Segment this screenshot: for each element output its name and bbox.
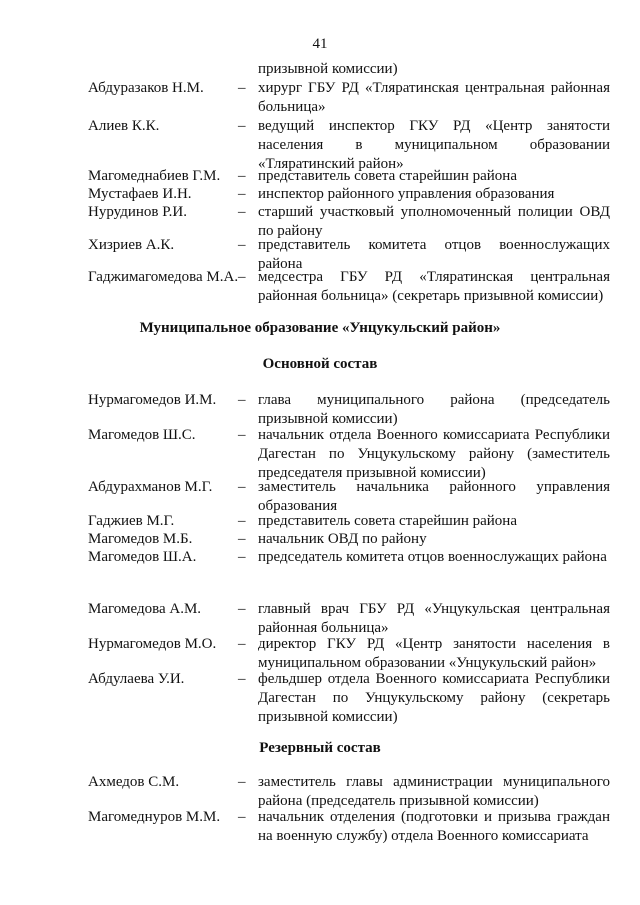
entry-dash: –	[238, 186, 246, 202]
entry-name: Гаджимагомедова М.А.	[88, 269, 239, 285]
entry-description: представитель совета старейшин района	[258, 168, 517, 184]
entry-dash: –	[238, 671, 246, 687]
entry-name: Мустафаев И.Н.	[88, 186, 192, 202]
entry-name: Ахмедов С.М.	[88, 774, 180, 790]
entry-name: Магомеднабиев Г.М.	[88, 168, 221, 184]
entry-dash: –	[238, 118, 246, 134]
entry-description: представитель комитета отцов военнослужащих района	[258, 237, 610, 272]
entry-name: Магомедов Ш.С.	[88, 427, 196, 443]
entry-name: Магомедова А.М.	[88, 601, 202, 617]
entry-description: начальник ОВД по району	[258, 531, 427, 547]
entry-dash: –	[238, 237, 246, 253]
entry-dash: –	[238, 168, 246, 184]
entry-dash: –	[238, 269, 246, 285]
entry-description: призывной комиссии)	[258, 61, 398, 77]
entry-name: Нурмагомедов И.М.	[88, 392, 217, 408]
entry-name: Магомедов М.Б.	[88, 531, 193, 547]
entry-dash: –	[238, 513, 246, 529]
entry-description: председатель комитета отцов военнослужащих района	[258, 549, 607, 565]
entry-description: заместитель начальника районного управления образования	[258, 479, 610, 514]
entry-description: инспектор районного управления образования	[258, 186, 555, 202]
entry-dash: –	[238, 531, 246, 547]
entry-dash: –	[238, 601, 246, 617]
entry-description: заместитель главы администрации муниципального района (председатель призывной комиссии)	[258, 774, 610, 809]
entry-name: Абдуразаков Н.М.	[88, 80, 204, 96]
entry-description: старший участковый уполномоченный полиции ОВД по району	[258, 204, 610, 239]
entry-name: Магомеднуров М.М.	[88, 809, 221, 825]
entry-description: хирург ГБУ РД «Тляратинская центральная районная больница»	[258, 80, 610, 115]
entry-dash: –	[238, 427, 246, 443]
entry-description: фельдшер отдела Военного комиссариата Республики Дагестан по Унцукульскому району (секретарь призывной комиссии)	[258, 671, 610, 725]
entry-dash: –	[238, 774, 246, 790]
entry-dash: –	[238, 549, 246, 565]
entry-dash: –	[238, 809, 246, 825]
entry-dash: –	[238, 80, 246, 96]
reserve-composition-title: Резервный состав	[259, 740, 381, 756]
page-number: 41	[312, 36, 328, 52]
entry-description: ведущий инспектор ГКУ РД «Центр занятости населения в муниципальном образовании «Тляратинский район»	[258, 118, 610, 172]
entry-description: глава муниципального района (председатель призывной комиссии)	[258, 392, 610, 427]
entry-dash: –	[238, 636, 246, 652]
main-composition-title: Основной состав	[262, 356, 378, 372]
entry-name: Нурмагомедов М.О.	[88, 636, 217, 652]
entry-dash: –	[238, 479, 246, 495]
entry-description: представитель совета старейшин района	[258, 513, 517, 529]
entry-description: директор ГКУ РД «Центр занятости населения в муниципальном образовании «Унцукульский район»	[258, 636, 610, 671]
entry-description: начальник отдела Военного комиссариата Республики Дагестан по Унцукульскому району (заместитель председателя призывной комиссии)	[258, 427, 610, 481]
entry-description: главный врач ГБУ РД «Унцукульская центральная районная больница»	[258, 601, 610, 636]
section-title: Муниципальное образование «Унцукульский район»	[139, 320, 501, 336]
entry-dash: –	[238, 392, 246, 408]
entry-description: начальник отделения (подготовки и призыва граждан на военную службу) отдела Военного комиссариата	[258, 809, 610, 844]
entry-dash: –	[238, 204, 246, 220]
entry-name: Хизриев А.К.	[88, 237, 175, 253]
entry-name: Абдулаева У.И.	[88, 671, 185, 687]
entry-description: медсестра ГБУ РД «Тляратинская центральная районная больница» (секретарь призывной комиссии)	[258, 269, 610, 304]
entry-name: Алиев К.К.	[88, 118, 160, 134]
entry-name: Нурудинов Р.И.	[88, 204, 188, 220]
entry-name: Гаджиев М.Г.	[88, 513, 175, 529]
entry-name: Абдурахманов М.Г.	[88, 479, 213, 495]
entry-name: Магомедов Ш.А.	[88, 549, 197, 565]
